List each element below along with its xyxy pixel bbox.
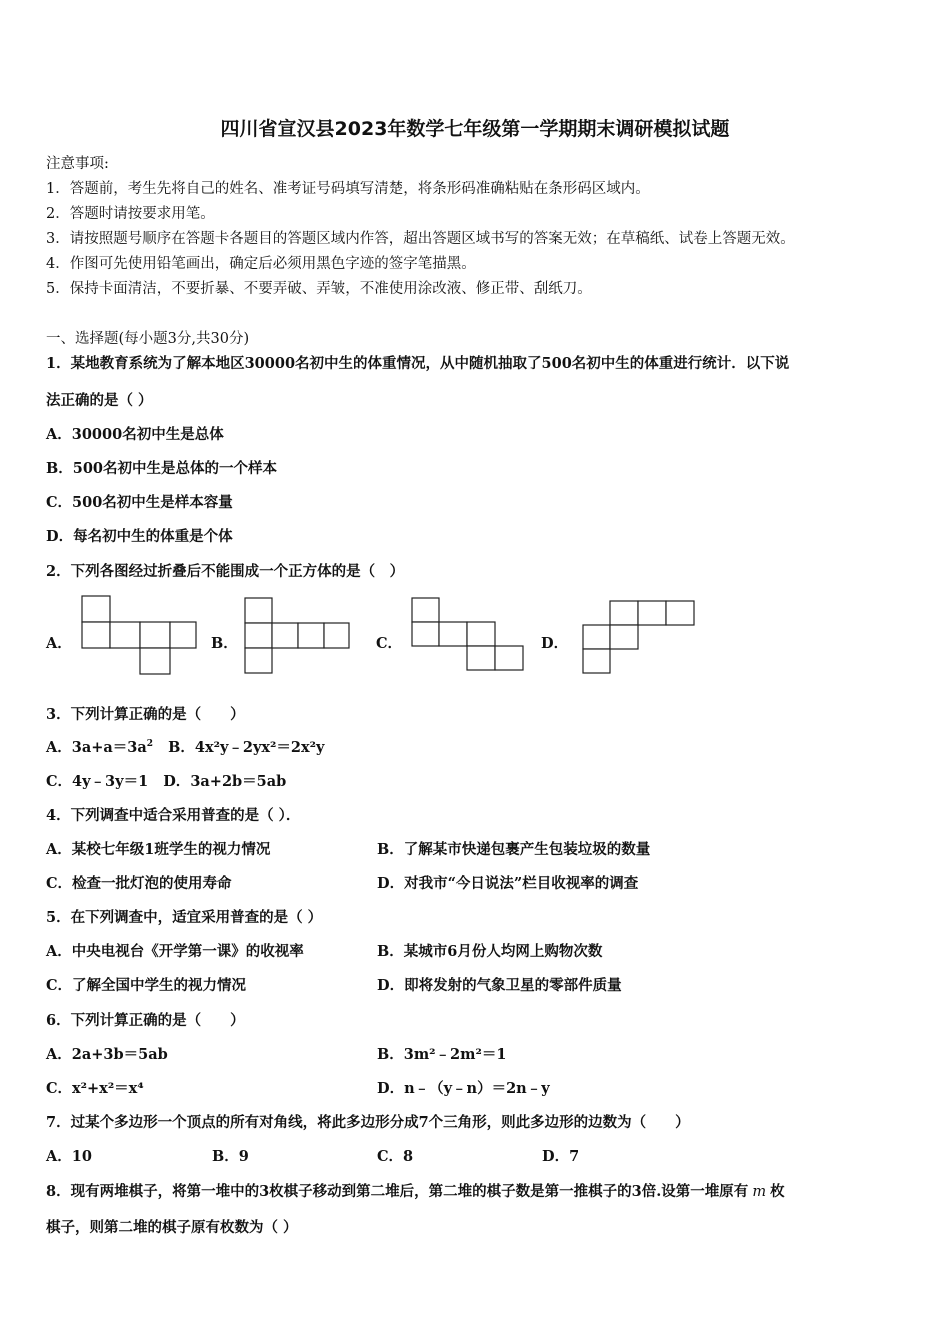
q3-options-cd	[46, 770, 286, 791]
q2-label-b: B．	[211, 635, 238, 652]
q2-label-d: D．	[541, 635, 569, 652]
q2-label-a: A．	[46, 635, 72, 652]
q2-net-c	[410, 596, 530, 676]
q4-option-b: B．了解某市快递包裹产生包装垃圾的数量	[377, 841, 651, 858]
q8-stem-line1	[46, 1180, 785, 1201]
q6-option-c: C．x²+x²＝x⁴	[46, 1080, 144, 1097]
q5-stem: 5．在下列调查中，适宜采用普查的是（ ）	[46, 909, 323, 926]
q3-label-c: C．	[46, 773, 73, 790]
notice-item-5: 5．保持卡面清洁，不要折暴、不要弄破、弄皱，不准使用涂改液、修正带、刮纸刀。	[46, 281, 592, 297]
notice-item-1: 1．答题前，考生先将自己的姓名、准考证号码填写清楚，将条形码准确粘贴在条形码区域内。	[46, 181, 650, 197]
q4-option-c: C．检查一批灯泡的使用寿命	[46, 875, 232, 892]
q1-option-d: D．每名初中生的体重是个体	[46, 528, 233, 545]
q3-label-a: A．	[46, 739, 72, 756]
q8-stem-text: 8．现有两堆棋子，将第一堆中的3枚棋子移动到第二堆后，第二堆的棋子数是第一推棋子的3倍.设第一堆原有	[46, 1183, 749, 1200]
q5-option-d: D．即将发射的气象卫星的零部件质量	[377, 977, 622, 994]
q7-option-c: C．8	[377, 1148, 414, 1165]
q5-option-c: C．了解全国中学生的视力情况	[46, 977, 247, 994]
q2-net-a	[80, 594, 200, 676]
q2-net-d	[581, 599, 701, 677]
q3-label-b: B．	[168, 739, 195, 756]
section-heading: 一、选择题(每小题3分,共30分)	[46, 331, 250, 347]
q6-option-a: A．2a+3b＝5ab	[46, 1046, 168, 1063]
q1-stem-line2: 法正确的是（ ）	[46, 392, 153, 409]
q4-option-d: D．对我市“今日说法”栏目收视率的调查	[377, 875, 639, 892]
q1-option-a: A．30000名初中生是总体	[46, 426, 224, 443]
q1-option-b: B．500名初中生是总体的一个样本	[46, 460, 278, 477]
q7-option-d: D．7	[542, 1148, 580, 1165]
q1-option-c: C．500名初中生是样本容量	[46, 494, 233, 511]
q6-option-b: B．3m²﹣2m²＝1	[377, 1046, 507, 1063]
q5-option-b: B．某城市6月份人均网上购物次数	[377, 943, 603, 960]
q7-stem: 7．过某个多边形一个顶点的所有对角线，将此多边形分成7个三角形，则此多边形的边数为（ ）	[46, 1114, 690, 1131]
notice-item-2: 2．答题时请按要求用笔。	[46, 206, 215, 222]
q3-option-a-exponent: 2	[146, 739, 154, 749]
q6-stem: 6．下列计算正确的是（ ）	[46, 1012, 245, 1029]
q2-net-b	[243, 596, 353, 676]
q3-stem: 3．下列计算正确的是（ ）	[46, 706, 245, 723]
q3-option-b: 4x²y﹣2yx²＝2x²y	[194, 739, 325, 756]
q4-stem: 4．下列调查中适合采用普查的是（ ）．	[46, 807, 301, 824]
q4-option-a: A．某校七年级1班学生的视力情况	[46, 841, 271, 858]
q2-stem: 2．下列各图经过折叠后不能围成一个正方体的是（ ）	[46, 563, 405, 580]
notice-heading: 注意事项:	[46, 156, 109, 172]
q3-label-d: D．	[163, 773, 191, 790]
q6-option-d: D．n﹣（y﹣n）＝2n﹣y	[377, 1080, 550, 1097]
q5-option-a: A．中央电视台《开学第一课》的收视率	[46, 943, 304, 960]
page-title: 四川省宣汉县2023年数学七年级第一学期期末调研模拟试题	[220, 118, 730, 140]
notice-item-4: 4．作图可先使用铅笔画出，确定后必须用黑色字迹的签字笔描黑。	[46, 256, 476, 272]
q7-option-b: B．9	[212, 1148, 249, 1165]
q8-variable: m	[752, 1184, 767, 1200]
notice-item-3: 3．请按照题号顺序在答题卡各题目的答题区域内作答，超出答题区域书写的答案无效；在草稿纸、试卷上答题无效。	[46, 231, 795, 247]
q2-label-c: C．	[376, 635, 403, 652]
q3-option-a: 3a+a＝3a	[71, 739, 147, 756]
q8-stem-line2: 棋子，则第二堆的棋子原有枚数为（ ）	[46, 1219, 298, 1236]
q3-option-c: 4y﹣3y＝1	[72, 773, 149, 790]
q3-options-ab	[46, 736, 324, 757]
q1-stem-line1: 1．某地教育系统为了解本地区30000名初中生的体重情况，从中随机抽取了500名初中生的体重进行统计．以下说	[46, 355, 790, 372]
q7-option-a: A．10	[46, 1148, 92, 1165]
q8-stem-tail: 枚	[770, 1183, 785, 1200]
q3-option-d: 3a+2b＝5ab	[190, 773, 287, 790]
